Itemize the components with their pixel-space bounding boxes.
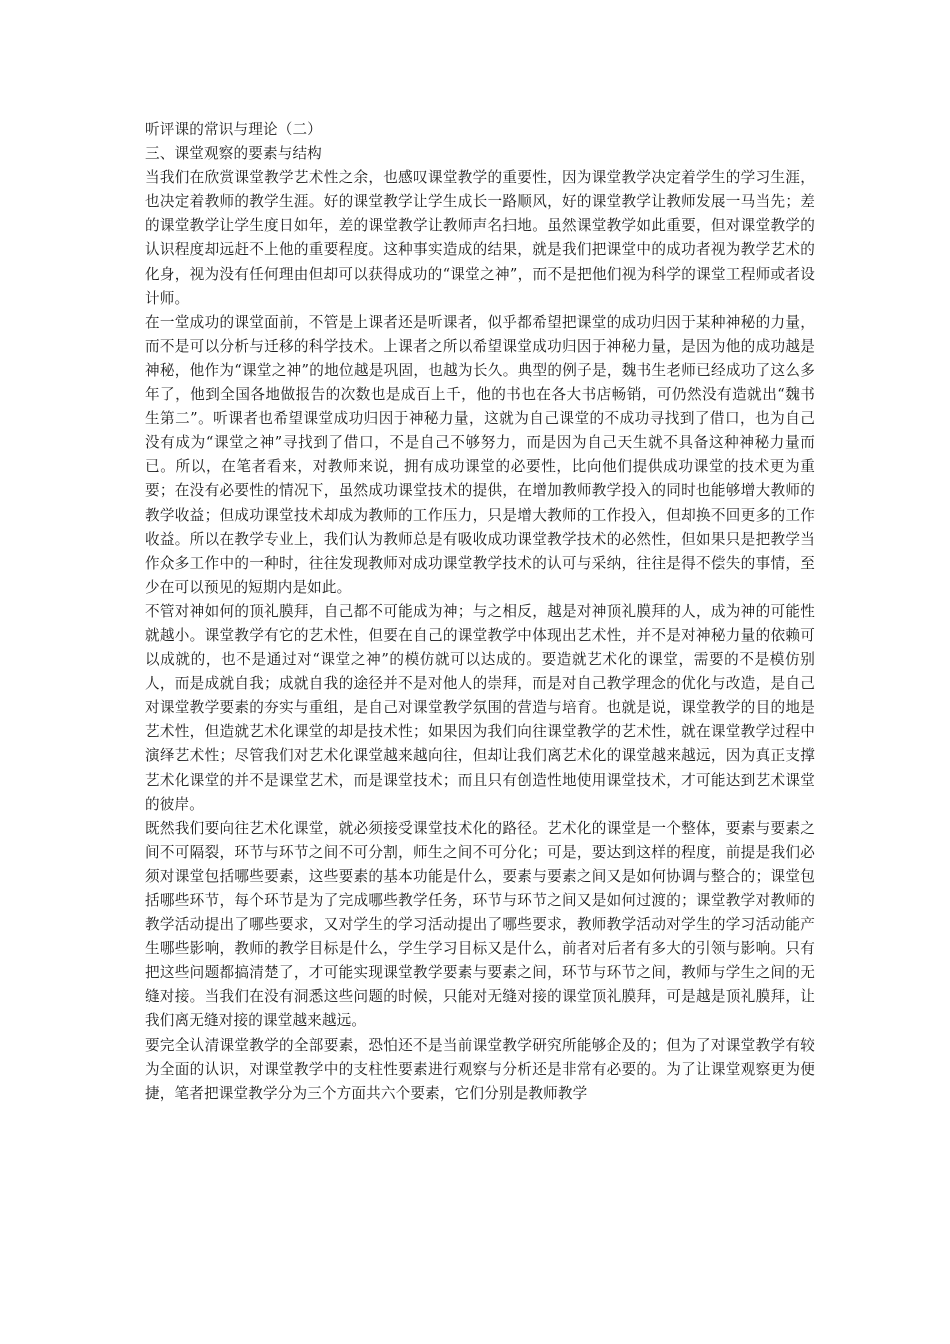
paragraph: 在一堂成功的课堂面前，不管是上课者还是听课者，似乎都希望把课堂的成功归因于某种神秘的力量，而不是可以分析与迁移的科学技术。上课者之所以希望课堂成功归因于神秘力量，是因为他的成功越是神秘，他作为“课堂之神”的地位越是巩固，也越为长久。典型的例子是，魏书生老师已经成功了这么多年了，他到全国各地做报告的次数也是成百上千，他的书也在各大书店畅销，可仍然没有造就出“魏书生第二”。听课者也希望课堂成功归因于神秘力量，这就为自己课堂的不成功寻找到了借口，也为自己没有成为“课堂之神”寻找到了借口，不是自己不够努力，而是因为自己天生就不具备这种神秘力量而已。所以，在笔者看来，对教师来说，拥有成功课堂的必要性，比向他们提供成功课堂的技术更为重要；在没有必要性的情况下，虽然成功课堂技术的提供，在增加教师教学投入的同时也能够增大教师的教学收益；但成功课堂技术却成为教师的工作压力，只是增大教师的工作投入，但却换不回更多的工作收益。所以在教学专业上，我们认为教师总是有吸收成功课堂教学技术的必然性，但如果只是把教学当作众多工作中的一种时，往往发现教师对成功课堂教学技术的认可与采纳，往往是得不偿失的事情，至少在可以预见的短期内是如此。 [145, 313, 815, 596]
document-page [145, 118, 815, 1106]
paragraph: 当我们在欣赏课堂教学艺术性之余，也感叹课堂教学的重要性，因为课堂教学决定着学生的学习生涯，也决定着教师的教学生涯。好的课堂教学让学生成长一路顺风，好的课堂教学让教师发展一马当先；差的课堂教学让学生度日如年，差的课堂教学让教师声名扫地。虽然课堂教学如此重要，但对课堂教学的认识程度却远赶不上他的重要程度。这种事实造成的结果，就是我们把课堂中的成功者视为教学艺术的化身，视为没有任何理由但却可以获得成功的“课堂之神”，而不是把他们视为科学的课堂工程师或者设计师。 [145, 169, 815, 307]
section-heading: 三、课堂观察的要素与结构 [145, 145, 322, 163]
paragraph: 要完全认清课堂教学的全部要素，恐怕还不是当前课堂教学研究所能够企及的；但为了对课堂教学有较为全面的认识，对课堂教学中的支柱性要素进行观察与分析还是非常有必要的。为了让课堂观察更为便捷，笔者把课堂教学分为三个方面共六个要素，它们分别是教师教学 [145, 1036, 815, 1102]
document-title: 听评课的常识与理论（二） [145, 121, 322, 138]
paragraph: 不管对神如何的顶礼膜拜，自己都不可能成为神；与之相反，越是对神顶礼膜拜的人，成为神的可能性就越小。课堂教学有它的艺术性，但要在自己的课堂教学中体现出艺术性，并不是对神秘力量的依赖可以成就的，也不是通过对“课堂之神”的模仿就可以达成的。要造就艺术化的课堂，需要的不是模仿别人，而是成就自我；成就自我的途径并不是对他人的崇拜，而是对自己教学理念的优化与改造，是自己对课堂教学要素的夯实与重组，是自己对课堂教学氛围的营造与培育。也就是说，课堂教学的目的地是艺术性，但造就艺术化课堂的却是技术性；如果因为我们向往课堂教学的艺术性，就在课堂教学过程中演绎艺术性；尽管我们对艺术化课堂越来越向往，但却让我们离艺术化的课堂越来越远，因为真正支撑艺术化课堂的并不是课堂艺术，而是课堂技术；而且只有创造性地使用课堂技术，才可能达到艺术课堂的彼岸。 [145, 602, 815, 813]
paragraph: 既然我们要向往艺术化课堂，就必须接受课堂技术化的路径。艺术化的课堂是一个整体，要素与要素之间不可隔裂，环节与环节之间不可分割，师生之间不可分化；可是，要达到这样的程度，前提是我们必须对课堂包括哪些要素，这些要素的基本功能是什么，要素与要素之间又是如何协调与整合的；课堂包括哪些环节，每个环节是为了完成哪些教学任务，环节与环节之间又是如何过渡的；课堂教学对教师的教学活动提出了哪些要求，又对学生的学习活动提出了哪些要求，教师教学活动对学生的学习活动能产生哪些影响，教师的教学目标是什么，学生学习目标又是什么，前者对后者有多大的引领与影响。只有把这些问题都搞清楚了，才可能实现课堂教学要素与要素之间，环节与环节之间，教师与学生之间的无缝对接。当我们在没有洞悉这些问题的时候，只能对无缝对接的课堂顶礼膜拜，可是越是顶礼膜拜，让我们离无缝对接的课堂越来越远。 [145, 819, 815, 1030]
